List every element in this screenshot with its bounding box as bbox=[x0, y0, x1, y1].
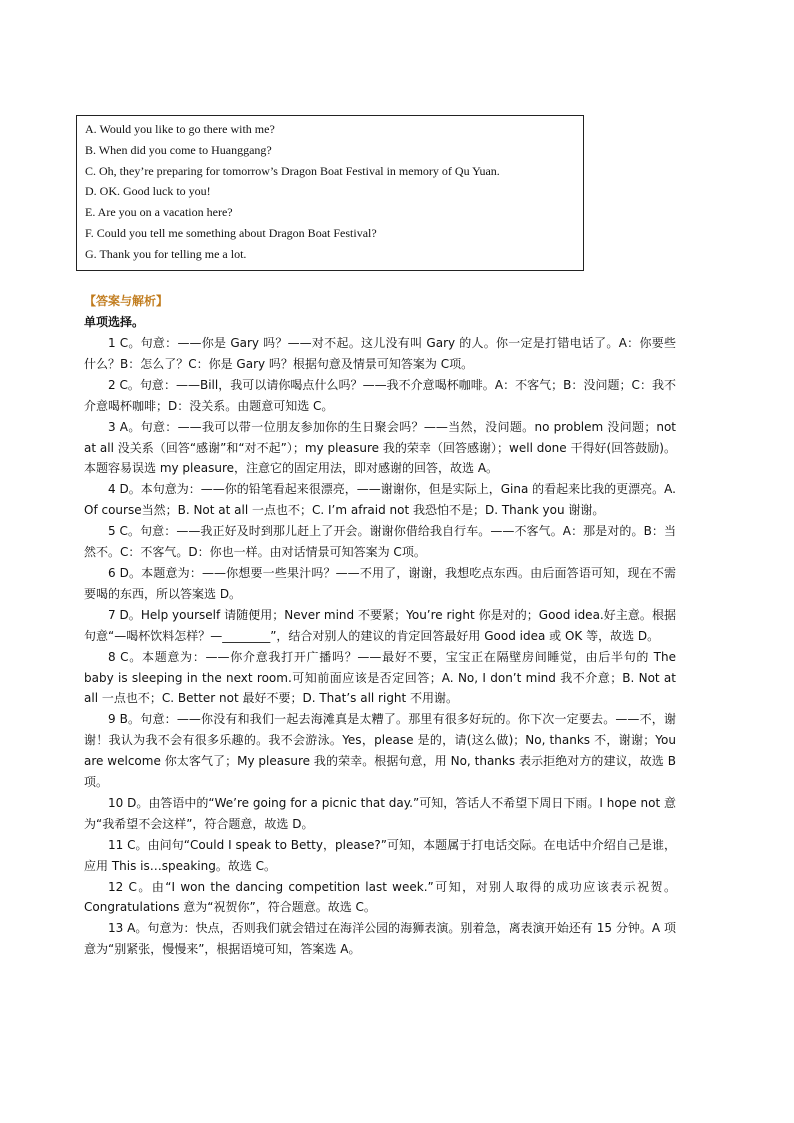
option-d: D. OK. Good luck to you! bbox=[85, 184, 211, 199]
explanation-11: 11 C。由问句“Could I speak to Betty，please?”可知，本题属于打电话交际。在电话中介绍自己是谁，应用 This is…speaking。故选 C。 bbox=[84, 837, 676, 873]
explanation-9: 9 B。句意：——你没有和我们一起去海滩真是太糟了。那里有很多好玩的。你下次一定要去。——不，谢谢！我认为我不会有很多乐趣的。我不会游泳。Yes，please 是的，请(这么做)；No, thanks 不，谢谢；You are welcome 你太客气了；My pleasure 我的荣幸。根据句意，用 No, thanks 表示拒绝对方的建议，故选 B 项。 bbox=[84, 712, 676, 790]
option-b: B. When did you come to Huanggang? bbox=[85, 142, 272, 157]
answer-heading: 【答案与解析】 bbox=[84, 294, 169, 308]
explanation-6: 6 D。本题意为：——你想要一些果汁吗？——不用了，谢谢，我想吃点东西。由后面答语可知，现在不需要喝的东西，所以答案选 D。 bbox=[84, 565, 676, 601]
explanation-3: 3 A。句意：——我可以带一位朋友参加你的生日聚会吗？——当然，没问题。no problem 没问题；not at all 没关系（回答“感谢”和“对不起”）；my pleasure 我的荣幸（回答感谢）；well done 干得好(回答鼓励)。本题容易误选 my pleasure，注意它的固定用法，即对感谢的回答，故选 A。 bbox=[84, 419, 676, 476]
explanation-7: 7 D。Help yourself 请随便用；Never mind 不要紧；You’re right 你是对的；Good idea.好主意。根据句意“—喝杯饮料怎样？—________”，结合对别人的建议的肯定回答最好用 Good idea 或 OK 等，故选 D。 bbox=[84, 607, 676, 643]
explanation-4: 4 D。本句意为：——你的铅笔看起来很漂亮，——谢谢你，但是实际上，Gina 的看起来比我的更漂亮。A. Of course当然；B. Not at all 一点也不；C. I’m afraid not 我恐怕不是；D. Thank you 谢谢。 bbox=[84, 482, 676, 518]
option-c: C. Oh, they’re preparing for tomorrow’s Dragon Boat Festival in memory of Qu Yuan. bbox=[85, 163, 500, 178]
option-f: F. Could you tell me something about Dragon Boat Festival? bbox=[85, 225, 377, 240]
explanation-12: 12 C。由“I won the dancing competition last week.”可知，对别人取得的成功应该表示祝贺。Congratulations 意为“祝贺你”，符合题意。故选 C。 bbox=[84, 879, 676, 915]
option-g: G. Thank you for telling me a lot. bbox=[85, 246, 247, 261]
explanation-8: 8 C。本题意为：——你介意我打开广播吗？——最好不要，宝宝正在隔壁房间睡觉，由后半句的 The baby is sleeping in the next room.可知前面应该是否定回答；A. No, I don’t mind 我不介意；B. Not at all 一点也不；C. Better not 最好不要；D. That’s all right 不用谢。 bbox=[84, 649, 676, 706]
section-title: 单项选择。 bbox=[84, 315, 145, 329]
explanation-13: 13 A。句意为：快点，否则我们就会错过在海洋公园的海狮表演。别着急，离表演开始还有 15 分钟。A 项意为“别紧张，慢慢来”，根据语境可知，答案选 A。 bbox=[84, 921, 676, 957]
explanation-10: 10 D。由答语中的“We’re going for a picnic that day.”可知，答话人不希望下周日下雨。I hope not 意为“我希望不会这样”，符合题意，故选 D。 bbox=[84, 795, 676, 831]
options-box bbox=[76, 115, 584, 271]
option-a: A. Would you like to go there with me? bbox=[85, 122, 275, 136]
explanation-5: 5 C。句意：——我正好及时到那儿赶上了开会。谢谢你借给我自行车。——不客气。A：那是对的。B：当然不。C：不客气。D：你也一样。由对话情景可知答案为 C项。 bbox=[84, 524, 676, 560]
explanation-2: 2 C。句意：——Bill，我可以请你喝点什么吗？——我不介意喝杯咖啡。A：不客气；B：没问题；C：我不介意喝杯咖啡；D：没关系。由题意可知选 C。 bbox=[84, 377, 676, 413]
explanations bbox=[84, 333, 676, 960]
option-e: E. Are you on a vacation here? bbox=[85, 205, 233, 220]
explanation-1: 1 C。句意：——你是 Gary 吗？——对不起。这儿没有叫 Gary 的人。你一定是打错电话了。A：你要些什么？B：怎么了？C：你是 Gary 吗？根据句意及情景可知答案为 C项。 bbox=[84, 336, 676, 371]
